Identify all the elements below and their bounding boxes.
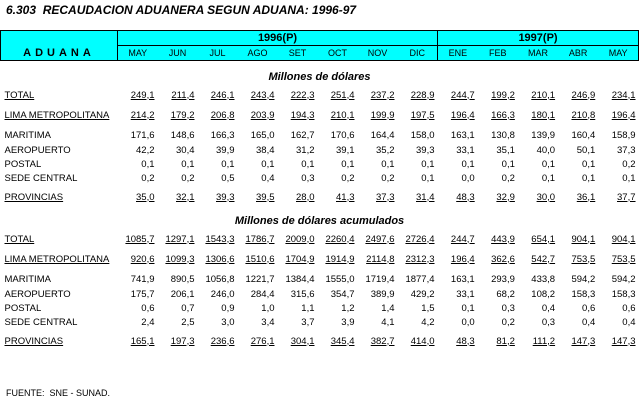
value-cell: 0,1 — [341, 158, 355, 170]
value-cell: 389,9 — [370, 288, 395, 300]
value-cell: 222,3 — [290, 89, 315, 101]
value-cell: 1056,8 — [205, 273, 235, 285]
month-header-cell: ABR — [558, 46, 598, 61]
value-cell: 196,4 — [611, 109, 636, 121]
table-row — [1, 87, 639, 103]
value-cell: 37,3 — [376, 191, 395, 203]
value-cell: 48,3 — [456, 191, 475, 203]
row-label: TOTAL — [4, 233, 35, 245]
value-cell: 1719,4 — [365, 273, 395, 285]
value-cell: 197,5 — [410, 109, 435, 121]
value-cell: 197,3 — [170, 335, 195, 347]
value-cell: 108,2 — [531, 288, 556, 300]
value-cell: 0,2 — [141, 172, 155, 184]
value-cell: 0,1 — [301, 158, 315, 170]
value-cell: 163,1 — [450, 273, 475, 285]
value-cell: 199,2 — [491, 89, 515, 101]
year-1996-header: 1996(P) — [118, 31, 438, 46]
value-cell: 904,1 — [611, 233, 636, 245]
value-cell: 890,5 — [170, 273, 195, 285]
row-label: LIMA METROPOLITANA — [4, 253, 110, 265]
value-cell: 35,2 — [376, 144, 395, 156]
value-cell: 28,0 — [296, 191, 315, 203]
value-cell: 39,5 — [256, 191, 275, 203]
value-cell: 244,7 — [450, 89, 475, 101]
value-cell: 0,3 — [501, 302, 515, 314]
value-cell: 38,4 — [256, 144, 275, 156]
value-cell: 0,9 — [221, 302, 235, 314]
value-cell: 3,4 — [261, 316, 275, 328]
value-cell: 0,1 — [141, 158, 155, 170]
value-cell: 33,1 — [456, 144, 475, 156]
month-header-cell: DIC — [398, 46, 438, 61]
value-cell: 30,0 — [536, 191, 556, 203]
value-cell: 199,9 — [370, 109, 395, 121]
value-cell: 39,3 — [216, 191, 235, 203]
value-cell: 210,1 — [330, 109, 355, 121]
value-cell: 39,1 — [336, 144, 355, 156]
table-row — [1, 127, 639, 143]
value-cell: 236,6 — [210, 335, 235, 347]
row-label: POSTAL — [4, 158, 42, 170]
year-header-row — [1, 31, 639, 46]
value-cell: 2497,6 — [365, 233, 395, 245]
value-cell: 31,2 — [296, 144, 315, 156]
value-cell: 35,1 — [496, 144, 515, 156]
value-cell: 4,1 — [381, 316, 395, 328]
value-cell: 1704,9 — [285, 253, 315, 265]
month-header-cell: JUL — [198, 46, 238, 61]
value-cell: 171,6 — [130, 129, 155, 141]
row-label: LIMA METROPOLITANA — [4, 109, 110, 121]
table-row — [1, 189, 639, 205]
value-cell: 594,2 — [611, 273, 636, 285]
value-cell: 1,0 — [261, 302, 275, 314]
value-cell: 210,1 — [531, 89, 556, 101]
value-cell: 130,8 — [491, 129, 515, 141]
value-cell: 2726,4 — [405, 233, 435, 245]
table-row — [1, 301, 639, 315]
value-cell: 0,1 — [221, 158, 235, 170]
table-row — [1, 143, 639, 157]
value-cell: 1,1 — [301, 302, 315, 314]
value-cell: 753,5 — [611, 253, 636, 265]
value-cell: 542,7 — [531, 253, 556, 265]
value-cell: 175,7 — [130, 288, 155, 300]
value-cell: 210,8 — [571, 109, 596, 121]
value-cell: 0,5 — [221, 172, 235, 184]
value-cell: 0,3 — [301, 172, 315, 184]
value-cell: 2009,0 — [285, 233, 315, 245]
value-cell: 35,0 — [136, 191, 155, 203]
value-cell: 0,1 — [421, 158, 435, 170]
value-cell: 165,1 — [130, 335, 155, 347]
value-cell: 0,2 — [181, 172, 195, 184]
table-row — [1, 171, 639, 185]
value-cell: 147,3 — [611, 335, 636, 347]
table-row — [1, 107, 639, 123]
value-cell: 741,9 — [130, 273, 155, 285]
value-cell: 2312,3 — [405, 253, 435, 265]
value-cell: 1085,7 — [125, 233, 155, 245]
value-cell: 243,4 — [250, 89, 275, 101]
value-cell: 0,4 — [582, 316, 596, 328]
month-header-cell: JUN — [158, 46, 198, 61]
value-cell: 0,2 — [622, 158, 636, 170]
value-cell: 244,7 — [450, 233, 475, 245]
value-cell: 0,7 — [181, 302, 195, 314]
value-cell: 163,1 — [450, 129, 475, 141]
value-cell: 0,1 — [461, 158, 475, 170]
row-label: AEROPUERTO — [4, 144, 71, 156]
value-cell: 0,1 — [541, 172, 556, 184]
value-cell: 0,1 — [421, 172, 435, 184]
value-cell: 3,0 — [221, 316, 235, 328]
value-cell: 40,0 — [536, 144, 556, 156]
value-cell: 249,1 — [130, 89, 155, 101]
value-cell: 0,2 — [501, 316, 515, 328]
value-cell: 196,4 — [450, 109, 475, 121]
value-cell: 30,4 — [176, 144, 195, 156]
row-label: AEROPUERTO — [4, 288, 71, 300]
value-cell: 1221,7 — [245, 273, 275, 285]
row-label: SEDE CENTRAL — [4, 316, 78, 328]
value-cell: 382,7 — [370, 335, 395, 347]
value-cell: 0,1 — [181, 158, 195, 170]
value-cell: 1,2 — [341, 302, 355, 314]
value-cell: 162,7 — [290, 129, 315, 141]
row-label: TOTAL — [4, 89, 35, 101]
value-cell: 0,3 — [541, 316, 556, 328]
value-cell: 1510,6 — [245, 253, 275, 265]
value-cell: 293,9 — [491, 273, 515, 285]
month-header-cell: SET — [278, 46, 318, 61]
value-cell: 237,2 — [370, 89, 395, 101]
value-cell: 158,9 — [611, 129, 636, 141]
value-cell: 31,4 — [416, 191, 435, 203]
section-title-row — [1, 211, 639, 231]
aduana-header: ADUANA — [1, 31, 118, 61]
month-header-cell: MAY — [118, 46, 158, 61]
value-cell: 158,3 — [611, 288, 636, 300]
value-cell: 1543,3 — [205, 233, 235, 245]
table-row — [1, 157, 639, 171]
value-cell: 37,7 — [617, 191, 636, 203]
value-cell: 0,1 — [622, 172, 636, 184]
section-title-row — [1, 67, 639, 87]
value-cell: 194,3 — [290, 109, 315, 121]
row-label: MARITIMA — [4, 129, 51, 141]
value-cell: 180,1 — [531, 109, 556, 121]
value-cell: 0,1 — [582, 172, 596, 184]
value-cell: 433,8 — [531, 273, 556, 285]
value-cell: 0,6 — [582, 302, 596, 314]
value-cell: 214,2 — [130, 109, 155, 121]
value-cell: 3,9 — [341, 316, 355, 328]
value-cell: 3,7 — [301, 316, 315, 328]
value-cell: 4,2 — [421, 316, 435, 328]
value-cell: 0,2 — [381, 172, 395, 184]
value-cell: 165,0 — [250, 129, 275, 141]
value-cell: 234,1 — [611, 89, 636, 101]
value-cell: 0,1 — [501, 158, 515, 170]
value-cell: 139,9 — [531, 129, 556, 141]
value-cell: 246,0 — [210, 288, 235, 300]
value-cell: 111,2 — [532, 335, 556, 347]
value-cell: 1914,9 — [325, 253, 355, 265]
value-cell: 246,9 — [571, 89, 596, 101]
value-cell: 414,0 — [410, 335, 435, 347]
value-cell: 166,3 — [210, 129, 235, 141]
value-cell: 276,1 — [250, 335, 275, 347]
table-row — [1, 315, 639, 329]
value-cell: 1384,4 — [285, 273, 315, 285]
value-cell: 33,1 — [456, 288, 475, 300]
value-cell: 39,9 — [216, 144, 235, 156]
customs-revenue-table — [0, 30, 639, 349]
value-cell: 362,6 — [491, 253, 515, 265]
value-cell: 39,3 — [416, 144, 435, 156]
row-label: MARITIMA — [4, 273, 51, 285]
value-cell: 354,7 — [330, 288, 355, 300]
value-cell: 429,2 — [410, 288, 435, 300]
section-title: Millones de dólares acumulados — [234, 215, 405, 227]
value-cell: 206,1 — [170, 288, 195, 300]
value-cell: 1555,0 — [325, 273, 355, 285]
row-label: PROVINCIAS — [4, 335, 64, 347]
value-cell: 0,4 — [541, 302, 556, 314]
month-header-cell: AGO — [238, 46, 278, 61]
value-cell: 0,1 — [582, 158, 596, 170]
value-cell: 0,6 — [141, 302, 155, 314]
value-cell: 443,9 — [491, 233, 515, 245]
table-row — [1, 231, 639, 247]
value-cell: 904,1 — [571, 233, 596, 245]
value-cell: 2,4 — [141, 316, 155, 328]
value-cell: 1306,6 — [205, 253, 235, 265]
value-cell: 0,1 — [461, 302, 475, 314]
value-cell: 48,3 — [456, 335, 475, 347]
row-label: POSTAL — [4, 302, 42, 314]
value-cell: 37,3 — [617, 144, 636, 156]
value-cell: 0,4 — [622, 316, 636, 328]
value-cell: 206,8 — [210, 109, 235, 121]
month-header-cell: FEB — [478, 46, 518, 61]
value-cell: 170,6 — [330, 129, 355, 141]
value-cell: 160,4 — [571, 129, 596, 141]
value-cell: 284,4 — [250, 288, 275, 300]
source-footnote: FUENTE: SNE - SUNAD. — [6, 388, 111, 398]
value-cell: 81,2 — [496, 335, 515, 347]
value-cell: 211,4 — [171, 89, 195, 101]
value-cell: 654,1 — [531, 233, 556, 245]
value-cell: 228,9 — [410, 89, 435, 101]
table-row — [1, 333, 639, 349]
value-cell: 1,4 — [381, 302, 395, 314]
value-cell: 0,2 — [341, 172, 355, 184]
value-cell: 251,4 — [330, 89, 355, 101]
value-cell: 158,3 — [571, 288, 596, 300]
value-cell: 0,0 — [461, 316, 475, 328]
value-cell: 0,6 — [622, 302, 636, 314]
value-cell: 304,1 — [290, 335, 315, 347]
value-cell: 32,9 — [496, 191, 515, 203]
row-label: PROVINCIAS — [4, 191, 64, 203]
value-cell: 158,0 — [410, 129, 435, 141]
value-cell: 41,3 — [336, 191, 355, 203]
value-cell: 42,2 — [136, 144, 155, 156]
table-row — [1, 251, 639, 267]
value-cell: 2260,4 — [325, 233, 355, 245]
value-cell: 1786,7 — [245, 233, 275, 245]
value-cell: 148,6 — [170, 129, 195, 141]
month-header-cell: MAR — [518, 46, 558, 61]
value-cell: 1,5 — [421, 302, 435, 314]
value-cell: 1099,3 — [165, 253, 195, 265]
value-cell: 68,2 — [496, 288, 515, 300]
table-title: 6.303 RECAUDACION ADUANERA SEGUN ADUANA: 1996-97 — [6, 3, 357, 17]
value-cell: 315,6 — [290, 288, 315, 300]
value-cell: 0,2 — [501, 172, 515, 184]
section-title: Millones de dólares — [268, 71, 371, 83]
value-cell: 2114,8 — [366, 253, 395, 265]
value-cell: 2,5 — [181, 316, 195, 328]
value-cell: 36,1 — [576, 191, 596, 203]
value-cell: 32,1 — [176, 191, 195, 203]
value-cell: 166,3 — [491, 109, 515, 121]
month-header-cell: MAY — [598, 46, 638, 61]
value-cell: 753,5 — [571, 253, 596, 265]
value-cell: 164,4 — [370, 129, 395, 141]
value-cell: 0,1 — [261, 158, 275, 170]
value-cell: 246,1 — [210, 89, 235, 101]
value-cell: 1297,1 — [165, 233, 195, 245]
value-cell: 203,9 — [250, 109, 275, 121]
table-row — [1, 287, 639, 301]
row-label: SEDE CENTRAL — [4, 172, 78, 184]
month-header-cell: NOV — [358, 46, 398, 61]
value-cell: 345,4 — [330, 335, 355, 347]
value-cell: 920,6 — [130, 253, 155, 265]
value-cell: 594,2 — [571, 273, 596, 285]
value-cell: 0,1 — [381, 158, 395, 170]
value-cell: 147,3 — [571, 335, 596, 347]
value-cell: 0,1 — [541, 158, 556, 170]
value-cell: 179,2 — [170, 109, 195, 121]
value-cell: 1877,4 — [405, 273, 435, 285]
month-header-cell: ENE — [438, 46, 478, 61]
year-1997-header: 1997(P) — [438, 31, 639, 46]
value-cell: 196,4 — [450, 253, 475, 265]
value-cell: 0,0 — [461, 172, 475, 184]
table-row — [1, 271, 639, 287]
month-header-cell: OCT — [318, 46, 358, 61]
value-cell: 50,1 — [576, 144, 596, 156]
value-cell: 0,4 — [261, 172, 275, 184]
